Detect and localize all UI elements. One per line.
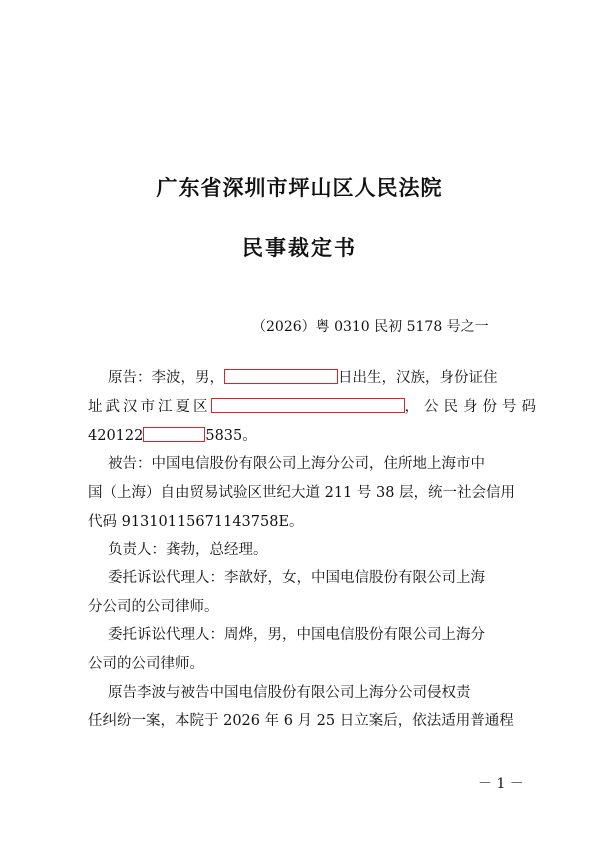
plaintiff-text: 日出生，汉族，身份证住	[338, 370, 498, 386]
case-number: （2026）粤 0310 民初 5178 号之一	[252, 319, 489, 335]
document-type-title: 民事裁定书	[242, 235, 357, 260]
plaintiff-text: 址武汉市江夏区	[88, 399, 211, 415]
plaintiff-line-3	[88, 425, 257, 447]
defendant-line-1: 被告：中国电信股份有限公司上海分公司，住所地上海市中	[108, 456, 485, 472]
redaction-box-id-number	[143, 427, 205, 442]
plaintiff-line-2	[88, 396, 541, 418]
court-name: 广东省深圳市坪山区人民法院	[156, 175, 443, 200]
agent2-line-1: 委托诉讼代理人：周烨，男，中国电信股份有限公司上海分	[108, 627, 485, 643]
page-number: － 1 －	[478, 776, 524, 792]
plaintiff-text: ，公民身份号码	[404, 399, 541, 415]
redaction-box-address	[211, 398, 405, 413]
plaintiff-text: 5835。	[205, 428, 257, 444]
redaction-box-birthdate	[224, 369, 338, 384]
case-intro-line-2: 任纠纷一案，本院于 2026 年 6 月 25 日立案后，依法适用普通程	[88, 713, 514, 729]
agent2-line-2: 公司的公司律师。	[88, 656, 204, 672]
plaintiff-text: 原告：李波，男，	[108, 370, 224, 386]
agent1-line-2: 分公司的公司律师。	[88, 599, 219, 615]
case-intro-line-1: 原告李波与被告中国电信股份有限公司上海分公司侵权责	[108, 685, 471, 701]
agent1-line-1: 委托诉讼代理人：李歆妤，女，中国电信股份有限公司上海	[108, 570, 485, 586]
plaintiff-line-1	[108, 367, 498, 389]
responsible-person: 负责人：龚勃，总经理。	[108, 542, 268, 558]
defendant-line-2: 国（上海）自由贸易试验区世纪大道 211 号 38 层，统一社会信用	[88, 485, 516, 501]
defendant-line-3: 代码 91310115671143758E。	[88, 514, 304, 530]
plaintiff-text: 420122	[88, 428, 144, 444]
